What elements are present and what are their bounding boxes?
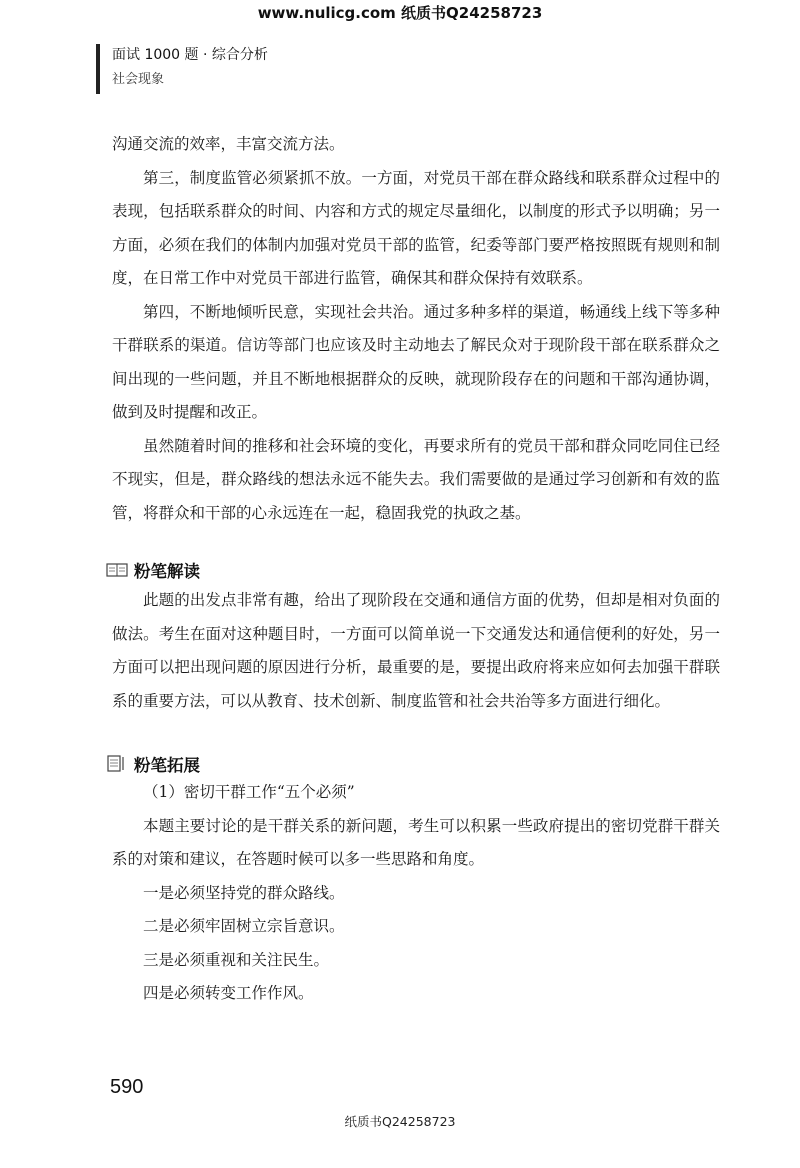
list-item: 三是必须重视和关注民生。	[143, 950, 330, 969]
running-header-subtitle: 社会现象	[112, 72, 165, 87]
book-icon	[106, 561, 128, 579]
interpretation-text: 此题的出发点非常有趣，给出了现阶段在交通和通信方面的优势，但却是相对负面的做法。考生在面对这种题目时，一方面可以简单说一下交通发达和通信便利的好处，另一方面可以把出现问题的原因进行分析，最重要的是，要提出政府将来应如何去加强干群联系的重要方法，可以从教育、技术创新、制度监管和社会共治等多方面进行细化。	[112, 591, 720, 710]
interpretation-heading	[106, 558, 720, 582]
paragraph-continuation: 沟通交流的效率，丰富交流方法。	[112, 135, 345, 153]
extension-subheading: （1）密切干群工作“五个必须”	[143, 783, 355, 801]
watermark-bottom: 纸质书Q24258723	[344, 1114, 456, 1129]
extension-heading-label: 粉笔拓展	[134, 756, 200, 775]
list-item: 二是必须牢固树立宗旨意识。	[143, 917, 345, 935]
extension-intro: 本题主要讨论的是干群关系的新问题，考生可以积累一些政府提出的密切党群干群关系的对策和建议，在答题时候可以多一些思路和角度。	[112, 816, 720, 868]
notebook-icon	[106, 755, 128, 773]
paragraph-conclusion: 虽然随着时间的推移和社会环境的变化，再要求所有的党员干部和群众同吃同住已经不现实，但是，群众路线的想法永远不能失去。我们需要做的是通过学习创新和有效的监管，将群众和干部的心永远连在一起，稳固我党的执政之基。	[112, 436, 720, 522]
paragraph-third: 第三，制度监管必须紧抓不放。一方面，对党员干部在群众路线和联系群众过程中的表现，包括联系群众的时间、内容和方式的规定尽量细化，以制度的形式予以明确；另一方面，必须在我们的体制内加强对党员干部的监管，纪委等部门要严格按照既有规则和制度，在日常工作中对党员干部进行监管，确保其和群众保持有效联系。	[112, 168, 720, 287]
paragraph-fourth: 第四，不断地倾听民意，实现社会共治。通过多种多样的渠道，畅通线上线下等多种干群联系的渠道。信访等部门也应该及时主动地去了解民众对于现阶段干部在联系群众之间出现的一些问题，并且不断地根据群众的反映，就现阶段存在的问题和干部沟通协调，做到及时提醒和改正。	[112, 302, 720, 421]
list-item: 一是必须坚持党的群众路线。	[143, 883, 345, 902]
list-item: 四是必须转变工作作风。	[143, 984, 314, 1002]
page-number: 590	[110, 1076, 144, 1098]
interpretation-heading-label: 粉笔解读	[134, 562, 200, 581]
running-header-title: 面试 1000 题 · 综合分析	[112, 47, 268, 63]
header-bar	[96, 44, 100, 94]
watermark-top: www.nulicg.com 纸质书Q24258723	[257, 4, 543, 22]
body-text	[112, 128, 720, 1011]
extension-heading	[106, 752, 720, 776]
